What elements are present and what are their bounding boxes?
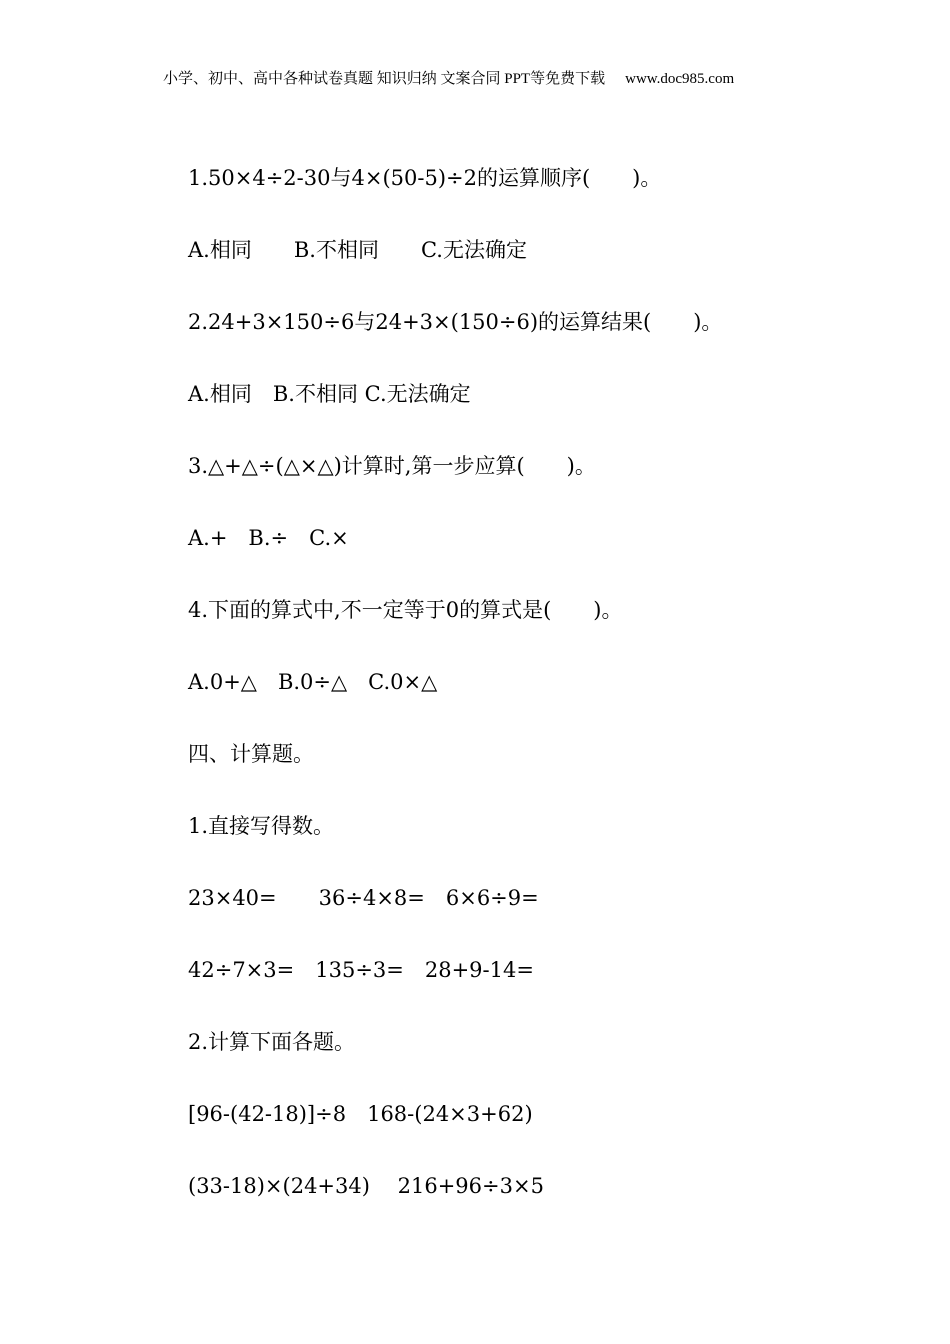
subsection-2-title: 2.计算下面各题。 [188, 1030, 356, 1054]
header-site: www.doc985.com [625, 71, 735, 87]
question-3: 3.△+△÷(△×△)计算时,第一步应算( )。 [188, 454, 596, 478]
question-2-options: A.相同 B.不相同 C.无法确定 [188, 382, 471, 406]
subsection-1-title: 1.直接写得数。 [188, 814, 335, 838]
question-1: 1.50×4÷2-30与4×(50-5)÷2的运算顺序( )。 [188, 166, 662, 190]
oral-calc-row-2: 42÷7×3= 135÷3= 28+9-14= [188, 958, 534, 982]
calc-row-2: (33-18)×(24+34) 216+96÷3×5 [188, 1174, 544, 1198]
page-header [163, 67, 734, 88]
oral-calc-row-1: 23×40= 36÷4×8= 6×6÷9= [188, 886, 539, 910]
header-text: 小学、初中、高中各种试卷真题 知识归纳 文案合同 PPT等免费下载 [163, 71, 606, 87]
question-3-options: A.+ B.÷ C.× [188, 526, 349, 550]
question-2: 2.24+3×150÷6与24+3×(150÷6)的运算结果( )。 [188, 310, 723, 334]
question-1-options: A.相同 B.不相同 C.无法确定 [188, 238, 527, 262]
question-4: 4.下面的算式中,不一定等于0的算式是( )。 [188, 598, 623, 622]
question-4-options: A.0+△ B.0÷△ C.0×△ [188, 670, 438, 694]
section-heading: 四、计算题。 [188, 742, 314, 766]
calc-row-1: [96-(42-18)]÷8 168-(24×3+62) [188, 1102, 533, 1126]
